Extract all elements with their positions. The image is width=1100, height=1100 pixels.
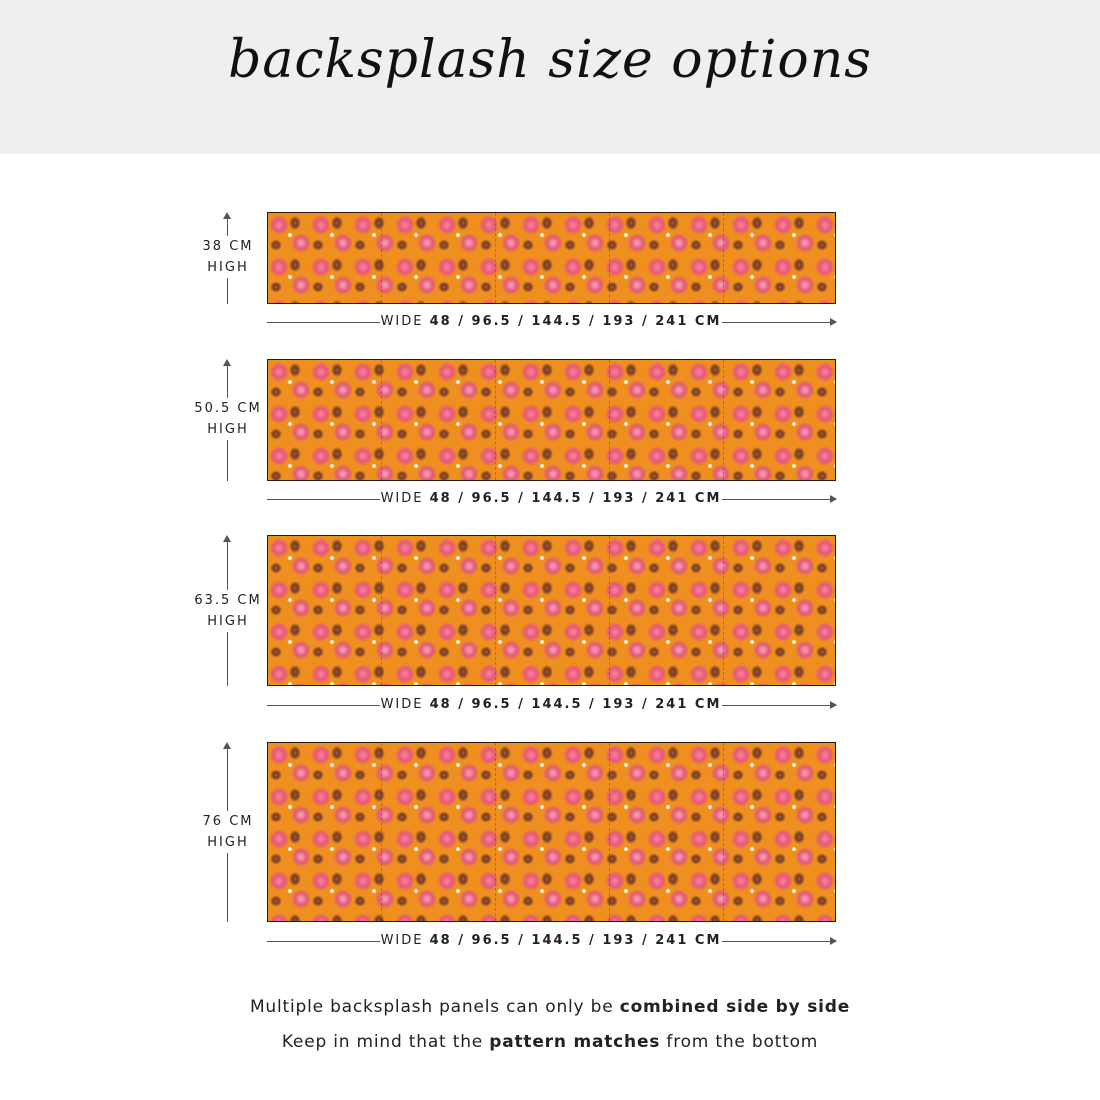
note-combine — [0, 997, 1100, 1017]
height-word: HIGH — [207, 614, 249, 629]
panel-seam — [609, 743, 610, 921]
width-label — [380, 933, 722, 948]
width-word: WIDE — [380, 314, 424, 329]
width-word: WIDE — [380, 933, 424, 948]
height-value: 63.5 CM — [194, 593, 262, 608]
note-text: Multiple backsplash panels can only be — [249, 997, 620, 1017]
panel-seam — [381, 743, 382, 921]
panel-seam — [495, 360, 496, 480]
width-word: WIDE — [380, 491, 424, 506]
height-word: HIGH — [207, 260, 249, 275]
arrow-right-icon — [830, 701, 837, 709]
width-word: WIDE — [380, 697, 424, 712]
backsplash-panel-38cm — [267, 212, 836, 304]
arrow-right-icon — [830, 495, 837, 503]
width-values: 48 / 96.5 / 144.5 / 193 / 241 CM — [429, 697, 722, 712]
panel-seam — [381, 213, 382, 303]
panel-seam — [609, 213, 610, 303]
panel-seam — [723, 536, 724, 685]
panel-seam — [609, 360, 610, 480]
header-banner — [0, 0, 1100, 154]
backsplash-panel-76cm — [267, 742, 836, 922]
backsplash-panel-63-5cm — [267, 535, 836, 686]
page-title: backsplash size options — [228, 30, 872, 90]
note-emphasis: pattern matches — [489, 1032, 661, 1052]
arrow-up-icon — [223, 742, 231, 749]
panel-seam — [609, 536, 610, 685]
note-emphasis: combined side by side — [619, 997, 851, 1017]
height-word: HIGH — [207, 422, 249, 437]
panel-seam — [495, 536, 496, 685]
note-text-end: from the bottom — [660, 1032, 819, 1052]
arrow-up-icon — [223, 212, 231, 219]
height-value: 50.5 CM — [194, 401, 262, 416]
arrow-up-icon — [223, 535, 231, 542]
height-label — [190, 811, 266, 853]
panel-seam — [723, 743, 724, 921]
panel-seam — [381, 536, 382, 685]
note-text: Keep in mind that the — [281, 1032, 490, 1052]
panel-seam — [495, 743, 496, 921]
height-value: 38 CM — [202, 239, 254, 254]
height-label — [190, 590, 266, 632]
width-label — [380, 697, 722, 712]
width-values: 48 / 96.5 / 144.5 / 193 / 241 CM — [429, 933, 722, 948]
width-values: 48 / 96.5 / 144.5 / 193 / 241 CM — [429, 314, 722, 329]
height-label — [190, 398, 266, 440]
note-pattern — [0, 1032, 1100, 1052]
arrow-right-icon — [830, 318, 837, 326]
width-values: 48 / 96.5 / 144.5 / 193 / 241 CM — [429, 491, 722, 506]
arrow-up-icon — [223, 359, 231, 366]
panel-seam — [381, 360, 382, 480]
arrow-right-icon — [830, 937, 837, 945]
panel-seam — [723, 213, 724, 303]
width-label — [380, 314, 722, 329]
height-word: HIGH — [207, 835, 249, 850]
panel-seam — [495, 213, 496, 303]
backsplash-panel-50-5cm — [267, 359, 836, 481]
panel-seam — [723, 360, 724, 480]
width-label — [380, 491, 722, 506]
height-label — [190, 236, 266, 278]
height-value: 76 CM — [202, 814, 254, 829]
